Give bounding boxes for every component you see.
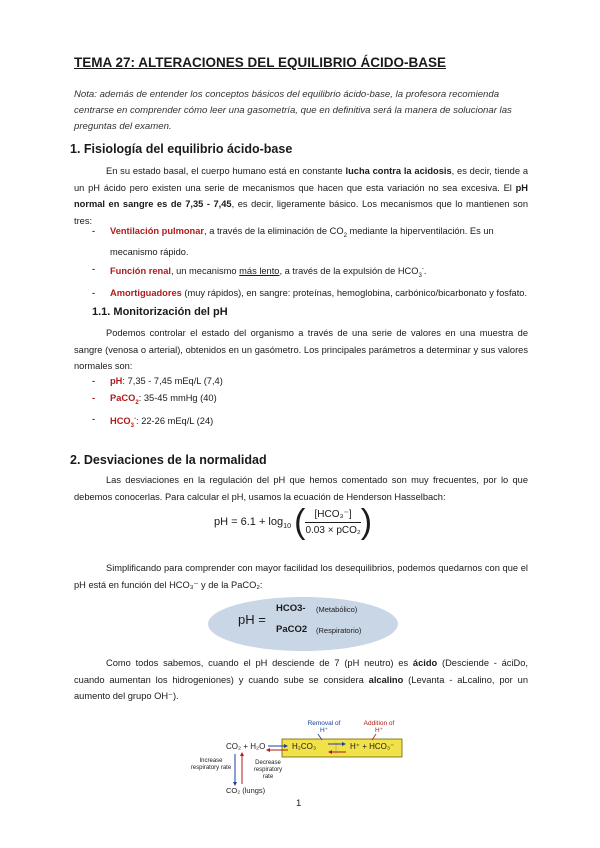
ellipse-lhs: pH = <box>238 612 266 627</box>
h-hco3-label: H⁺ + HCO₃⁻ <box>350 742 395 751</box>
list-item: - $HCO_3^-$: 22-26 mEq/L (24) <box>92 411 392 435</box>
equilibrium-diagram <box>190 722 420 794</box>
decrease-label: Decrease respiratory rate <box>253 760 283 780</box>
list-item: - PaCO$_2$: 35-45 mmHg (40) <box>92 390 392 411</box>
h2co3-label: H₂CO₃ <box>292 742 317 751</box>
addition-label: Addition of H⁺ <box>363 720 395 734</box>
params-list <box>92 373 392 435</box>
section-1-heading: 1. Fisiología del equilibrio ácido-base <box>70 142 293 156</box>
list-item: - Ventilación pulmonar, a través de la eliminación de $CO_2$ mediante la hiperventilación. Es un mecanismo rápido. <box>92 223 528 261</box>
ellipse-hco3: HCO3- <box>276 603 306 614</box>
list-item: - Amortiguadores (muy rápidos), en sangre: proteínas, hemoglobina, carbónico/bicarbonato y fosfato. <box>92 285 528 302</box>
ph-text: Como todos sabemos, cuando el pH desciende de 7 (pH neutro) es ácido (Desciende - áciDo, cuando aumentan los hidrogeniones) y cuando sube se considera alcalino (Levanta - aLcalino, por un aumento del grupo OH⁻). <box>74 658 528 702</box>
section-2-heading: 2. Desviaciones de la normalidad <box>70 453 267 467</box>
list-item: - pH: 7,35 - 7,45 mEq/L (7,4) <box>92 373 392 390</box>
ellipse-paco2: PaCO2 <box>276 624 308 635</box>
arrow-head-2 <box>266 748 270 752</box>
removal-label: Removal of H⁺ <box>307 720 341 734</box>
simplify-text: Simplificando para comprender con mayor facilidad los desequilibrios, podemos quedarnos con que el pH está en función del HCO₃⁻ y de la PaCO₂: <box>74 563 528 590</box>
section-1-intro: En su estado basal, el cuerpo humano está en constante lucha contra la acidosis, es decir, tiende a un pH ácido pero existen una serie de mecanismos que hacen que esta variación no sea excesiva. El pH normal en sangre es de 7,35 - 7,45, es decir, ligeramente básico. Los mecanismos que lo mantienen son tres: <box>74 166 529 226</box>
ellipse-metabolico: (Metabólico) <box>316 605 358 614</box>
page-title: TEMA 27: ALTERACIONES DEL EQUILIBRIO ÁCIDO-BASE <box>74 55 447 70</box>
increase-label: Increase respiratory rate <box>190 758 232 771</box>
section-1-1-text: Podemos controlar el estado del organismo a través de una serie de valores en una muestra de sangre (venosa o arterial), obtenidos en un gasómetro. Los principales parámetros a determinar y sus valores normales son: <box>74 328 528 372</box>
ellipse-respiratorio: (Respiratorio) <box>316 626 362 635</box>
arrow-head-6 <box>240 752 244 756</box>
page-number: 1 <box>296 798 302 809</box>
henderson-formula: pH = $6.1 + \log_{10}$ ( $\frac{\text{[HCO₃⁻]}}{\text{0.03 × pCO₂}}$ ) <box>214 503 373 541</box>
list-item: - Función renal, un mecanismo más lento, a través de la expulsión de $HCO_3^-$. <box>92 261 528 285</box>
section-2-text: Las desviaciones en la regulación del pH que hemos comentado son muy frecuentes, por lo que debemos conocerlas. Para calcular el pH, usamos la ecuación de Henderson Hasselbach: <box>74 475 528 502</box>
co2-lungs-label: CO₂ (lungs) <box>226 786 266 795</box>
section-1-1-heading: 1.1. Monitorización del pH <box>92 306 228 318</box>
mechanisms-list <box>92 223 528 301</box>
co2-h2o-label: CO₂ + H₂O <box>226 742 266 751</box>
exam-note: Nota: además de entender los conceptos básicos del equilibrio ácido-base, la profesora recomienda centrarse en comprender cómo leer una gasometría, que en definitiva será la manera de solucionar las preguntas del examen. <box>74 89 512 132</box>
